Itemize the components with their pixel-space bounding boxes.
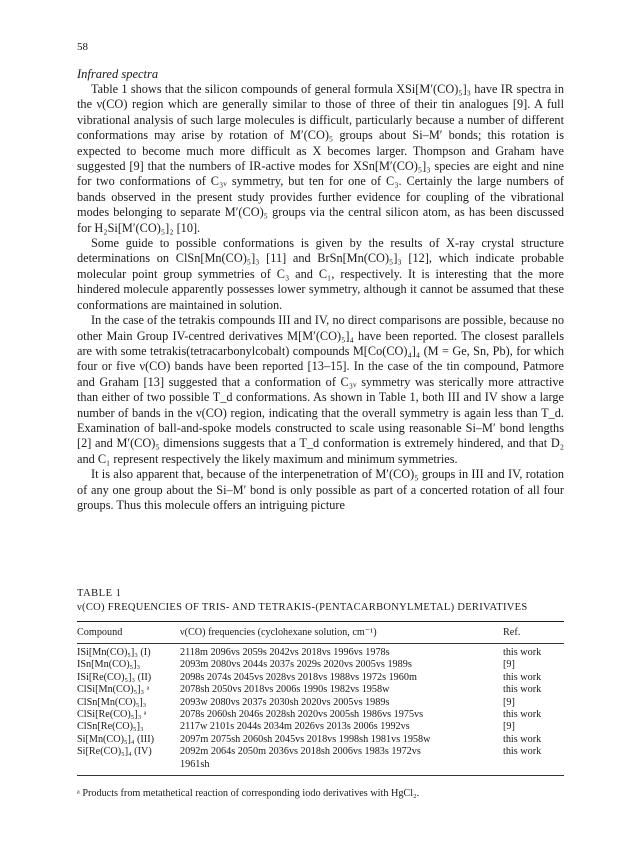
cell-frequencies: 2098s 2074s 2045vs 2028vs 2018vs 1988vs 1972s 1960m: [180, 671, 417, 683]
cell-frequencies: 1961sh: [180, 758, 210, 770]
cell-frequencies: 2117w 2101s 2044s 2034m 2026vs 2013s 2006s 1992vs: [180, 721, 410, 733]
table-header-rule: [77, 643, 564, 644]
table-row: [77, 721, 564, 733]
cell-compound: Si[Mn(CO)₅]₄ (III): [77, 733, 154, 745]
cell-frequencies: 2118m 2096vs 2059s 2042vs 2018vs 1996vs 1978s: [180, 647, 390, 658]
cell-ref: [503, 759, 564, 771]
cell-compound: ClSn[Mn(CO)₅]₃: [77, 696, 147, 708]
table-bottom-rule: [77, 775, 564, 776]
cell-compound: ClSi[Re(CO)₅]₃ ᵃ: [77, 709, 147, 721]
body-text: [77, 66, 564, 513]
cell-frequencies: 2093m 2080vs 2044s 2037s 2029s 2020vs 2005vs 1989s: [180, 659, 412, 671]
table-title: ν(CO) FREQUENCIES OF TRIS- AND TETRAKIS-(PENTACARBONYLMETAL) DERIVATIVES: [77, 602, 528, 613]
cell-frequencies: 2093w 2080vs 2037s 2030sh 2020vs 2005vs 1989s: [180, 696, 390, 708]
table-row: [77, 697, 564, 709]
page-number: 58: [77, 41, 88, 53]
cell-ref: [9]: [503, 696, 515, 708]
cell-ref: this work: [503, 709, 542, 721]
table-row: [77, 647, 564, 659]
cell-ref: this work: [503, 733, 542, 745]
table-1: [77, 587, 564, 800]
header-ref: Ref.: [503, 627, 521, 638]
cell-compound: Si[Re(CO)₅]₄ (IV): [77, 746, 152, 758]
frequency-table: [77, 622, 564, 776]
cell-ref: this work: [503, 684, 542, 696]
cell-frequencies: 2092m 2064s 2050m 2036vs 2018sh 2006vs 1983s 1972vs: [180, 746, 421, 758]
cell-ref: this work: [503, 671, 542, 683]
cell-ref: [9]: [503, 721, 515, 733]
cell-compound: [77, 759, 180, 771]
table-row: [77, 759, 564, 771]
cell-ref: [9]: [503, 659, 515, 671]
paragraph: Table 1 shows that the silicon compounds of general formula XSi[M′(CO)₅]₃ have IR spectra in the ν(CO) region which are generally similar to those of three of their tin analogues [9]. A full vibrational analysis of such large molecules is difficult, particularly because a number of different conformations may arise by rotation of M′(CO)₅ groups about Si–M′ bonds; this rotation is expected to become much more difficult as X becomes larger. Thompson and Graham have suggested [9] that the numbers of IR-active modes for XSn[M′(CO)₅]₃ species are eight and nine for two conformations of C₃ᵥ symmetry, but ten for one of C₃. Certainly the large numbers of bands observed in the present study provides further evidence for coupling of the vibrational modes belonging to separate M′(CO)₅ groups via the central silicon atom, as has been discussed for H₂Si[M′(CO)₅]₂ [10].: [77, 82, 564, 235]
cell-frequencies: 2097m 2075sh 2060sh 2045vs 2018vs 1998sh 1981vs 1958w: [180, 733, 431, 745]
cell-frequencies: 2078s 2060sh 2046s 2028sh 2020vs 2005sh 1986vs 1975vs: [180, 709, 424, 721]
cell-ref: this work: [503, 746, 542, 758]
table-row: [77, 746, 564, 758]
cell-compound: ISn[Mn(CO)₅]₃: [77, 659, 141, 671]
table-row: [77, 684, 564, 696]
table-header-row: [77, 622, 564, 643]
cell-frequencies: 2078sh 2050vs 2018vs 2006s 1990s 1982vs 1958w: [180, 684, 390, 696]
cell-compound: ClSn[Re(CO)₅]₃: [77, 721, 144, 733]
paragraph: In the case of the tetrakis compounds III and IV, no direct comparisons are possible, because no other Main Group IV-centred derivatives M[M′(CO)₅]₄ have been reported. The closest parallels are with some tetrakis(tetracarbonylcobalt) compounds M[Co(CO)₄]₄ (M = Ge, Sn, Pb), for which four or five ν(CO) bands have been reported [13–15]. In the case of the tin compound, Patmore and Graham [13] suggested that a conformation of C₃ᵥ symmetry was sterically more attractive than either of two possible T_d conformations. As shown in Table 1, both III and IV show a large number of bands in the ν(CO) region, indicating that the overall symmetry is again less than T_d. Examination of ball-and-spoke models constructed to scale using reasonable Si–M′ bond lengths [2] and M′(CO)₅ dimensions suggests that a T_d conformation is extremely hindered, and that D₂ and C₁ represent respectively the likely maximum and minimum symmetries.: [77, 313, 564, 466]
cell-compound: ISi[Re(CO)₅]₃ (II): [77, 671, 152, 683]
cell-compound: ISi[Mn(CO)₅]₃ (I): [77, 647, 151, 658]
header-compound: Compound: [77, 627, 123, 638]
header-frequencies: ν(CO) frequencies (cyclohexane solution, cm⁻¹): [180, 627, 377, 638]
table-row: [77, 709, 564, 721]
table-row: [77, 734, 564, 746]
paragraph: It is also apparent that, because of the interpenetration of M′(CO)₅ groups in III and IV, rotation of any one group about the Si–M′ bond is only possible as part of a concerted rotation of all four groups. Thus this molecule offers an intriguing picture: [77, 467, 564, 512]
table-label: TABLE 1: [77, 588, 122, 599]
cell-ref: this work: [503, 647, 542, 658]
table-row: [77, 672, 564, 684]
table-row: [77, 659, 564, 671]
cell-compound: ClSi[Mn(CO)₅]₃ ᵃ: [77, 684, 150, 696]
section-heading: Infrared spectra: [77, 67, 159, 81]
table-footnote: ᵃ Products from metathetical reaction of corresponding iodo derivatives with HgCl₂.: [77, 788, 420, 800]
paragraph: Some guide to possible conformations is given by the results of X-ray crystal structure determinations on ClSn[Mn(CO)₅]₃ [11] and BrSn[Mn(CO)₅]₃ [12], which indicate probable molecular point group symmetries of C₃ and C₁, respectively. It is interesting that the more hindered molecule apparently possesses lower symmetry, although it cannot be assumed that these conformations are maintained in solution.: [77, 236, 564, 312]
